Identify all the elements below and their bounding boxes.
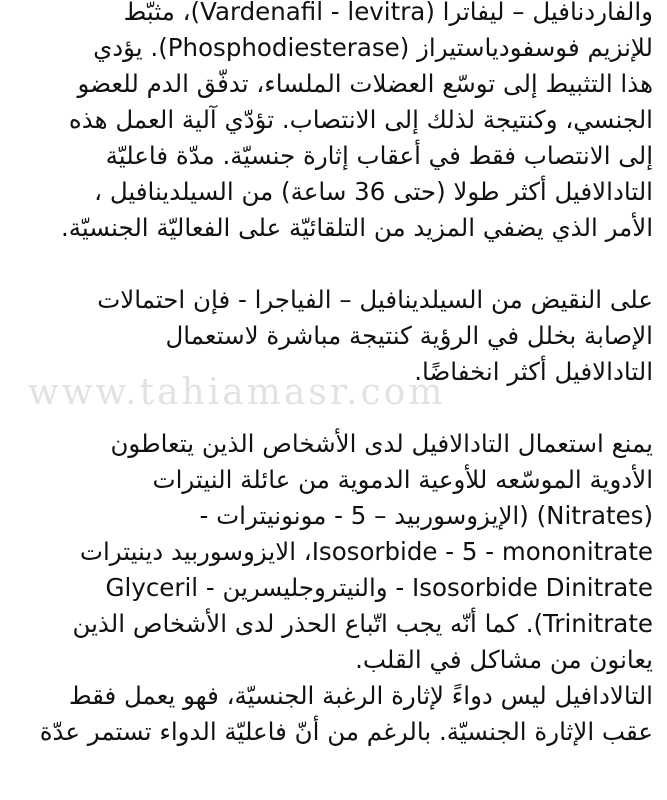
text-line: الإصابة بخلل في الرؤية كنتيجة مباشرة لاستعمال <box>165 321 653 350</box>
paragraph-spacer <box>12 246 653 282</box>
text-line: والفاردنافيل – ليفاترا (Vardenafil - levitra)، مثبّط <box>123 0 653 26</box>
paragraph-spacer <box>12 390 653 426</box>
text-line: الجنسي، وكنتيجة لذلك إلى الانتصاب. تؤدّي آلية العمل هذه <box>68 105 653 134</box>
paragraph-contraindications <box>12 426 653 750</box>
text-line: عقب الإثارة الجنسيّة. بالرغم من أنّ فاعليّة الدواء تستمر عدّة <box>39 717 653 746</box>
text-line: الأدوية الموسّعه للأوعية الدموية من عائلة النيترات <box>152 465 653 494</box>
text-line: Isosorbide - 5 - mononitrate، الايزوسوربيد دينيترات <box>79 537 653 566</box>
text-line: التادالافيل أكثر طولا (حتى 36 ساعة) من السيلدينافيل ، <box>94 177 653 206</box>
text-line: (Nitrates) (الإيزوسوربيد – 5 - مونونيترات - <box>199 501 653 530</box>
text-line: Trinitrate). كما أنّه يجب اتّباع الحذر لدى الأشخاص الذين <box>72 609 653 638</box>
paragraph-vision-side-effects <box>12 282 653 390</box>
text-line: التالادافيل ليس دواءً لإثارة الرغبة الجنسيّة، فهو يعمل فقط <box>68 681 653 710</box>
text-line: الأمر الذي يضفي المزيد من التلقائيّة على الفعاليّة الجنسيّة. <box>60 213 653 242</box>
text-line: يمنع استعمال التادالافيل لدى الأشخاص الذين يتعاطون <box>110 429 653 458</box>
watermark: www.tahiamasr.com <box>28 372 446 413</box>
text-line: هذا التثبيط إلى توسّع العضلات الملساء، تدفّق الدم للعضو <box>77 69 653 98</box>
paragraph-vardenafil-mechanism <box>12 0 653 246</box>
text-line: يعانون من مشاكل في القلب. <box>355 645 653 674</box>
text-line: للإنزيم فوسفودياستيراز (Phosphodiesterase). يؤدي <box>93 33 653 62</box>
text-line: التادالافيل أكثر انخفاضًا. <box>414 357 653 386</box>
text-line: على النقيض من السيلدينافيل – الفياجرا - فإن احتمالات <box>97 285 653 314</box>
text-line: إلى الانتصاب فقط في أعقاب إثارة جنسيّة. مدّة فاعليّة <box>105 141 653 170</box>
text-line: Isosorbide Dinitrate - والنيتروجليسرين - Glyceril <box>105 573 653 602</box>
article-body <box>12 0 653 750</box>
